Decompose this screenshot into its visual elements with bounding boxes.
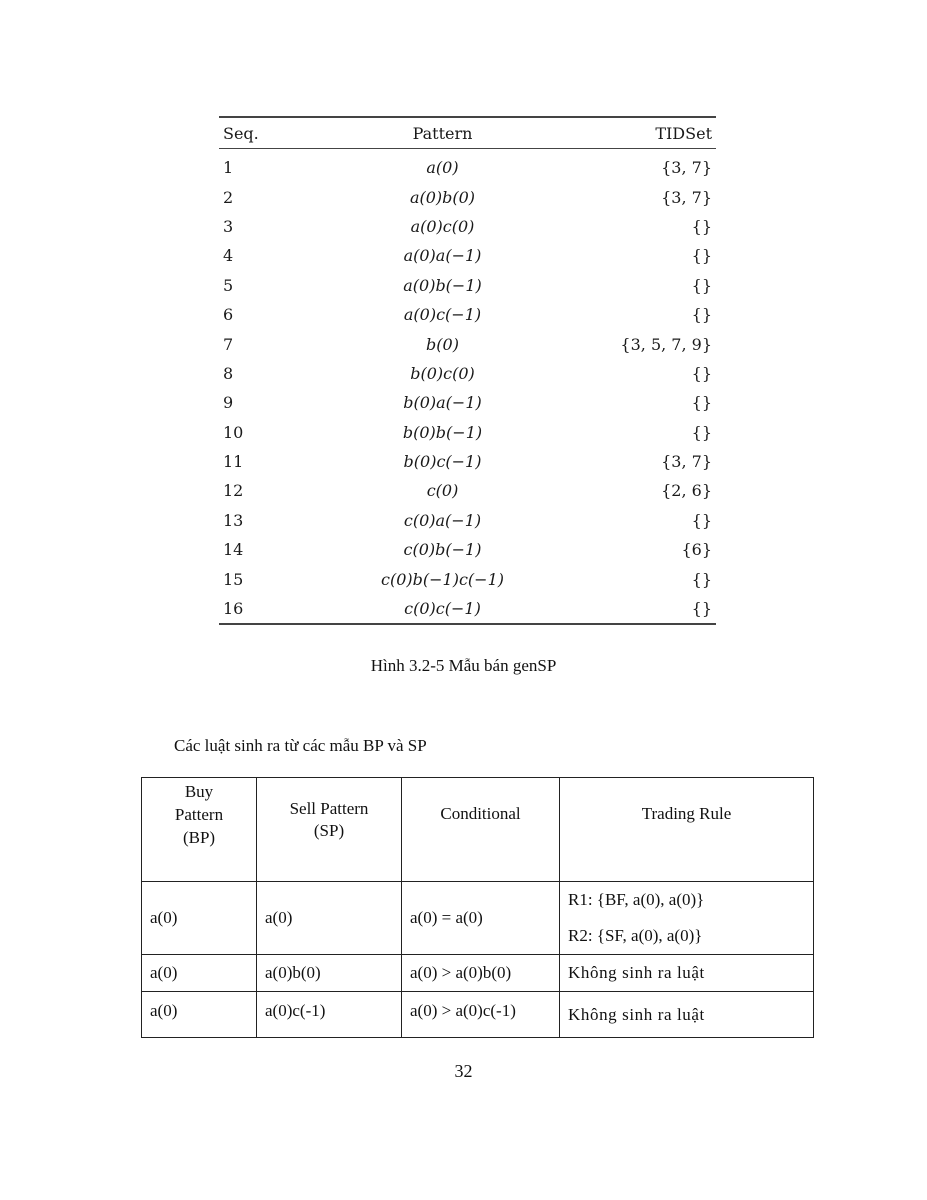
pattern-cell: c(0)b(−1)c(−1): [381, 569, 504, 589]
seq-cell: 8: [223, 363, 234, 383]
pattern-cell: a(0)b(0): [409, 187, 476, 207]
table-row: [219, 506, 716, 535]
tidset-cell: {}: [691, 305, 712, 325]
table-row: [219, 594, 716, 624]
table-row: [219, 476, 716, 505]
pattern-cell: a(0): [426, 158, 459, 178]
header-seq: Seq.: [219, 117, 287, 149]
pattern-cell: a(0)c(−1): [403, 305, 482, 325]
pattern-cell: a(0)a(−1): [403, 246, 482, 266]
tidset-cell: {}: [691, 363, 712, 383]
pattern-tidset-table: [219, 116, 716, 625]
pattern-cell: c(0): [426, 481, 459, 501]
rule-cell: [560, 882, 814, 955]
tidset-cell: {3, 7}: [661, 187, 712, 207]
seq-cell: 2: [223, 187, 234, 207]
pattern-cell: b(0)c(−1): [403, 452, 482, 472]
tidset-cell: {}: [691, 275, 712, 295]
table-row: [219, 271, 716, 300]
tidset-cell: {3, 7}: [661, 158, 712, 178]
seq-cell: 10: [223, 422, 244, 442]
cond-cell: a(0) = a(0): [402, 882, 560, 955]
seq-cell: 9: [223, 393, 234, 413]
tidset-cell: {6}: [681, 540, 712, 560]
tidset-cell: {3, 5, 7, 9}: [620, 334, 712, 354]
pattern-cell: a(0)c(0): [410, 216, 475, 236]
seq-cell: 11: [223, 452, 244, 472]
tidset-cell: {}: [691, 393, 712, 413]
tidset-cell: {3, 7}: [661, 452, 712, 472]
pattern-cell: c(0)c(−1): [404, 599, 481, 619]
cond-cell: a(0) > a(0)b(0): [402, 955, 560, 992]
table-row: [219, 418, 716, 447]
table-row: [142, 882, 814, 955]
seq-cell: 6: [223, 305, 234, 325]
header-trading-rule: Trading Rule: [560, 778, 814, 882]
table-row: [219, 149, 716, 183]
rule-cell: Không sinh ra luật: [560, 992, 814, 1038]
pattern-cell: c(0)b(−1): [403, 540, 482, 560]
seq-cell: 4: [223, 246, 234, 266]
table-row: [219, 329, 716, 358]
table-row: [219, 359, 716, 388]
rule-cell: Không sinh ra luật: [560, 955, 814, 992]
page-number: 32: [454, 1061, 473, 1081]
header-tidset: TIDSet: [598, 117, 716, 149]
pattern-cell: b(0)a(−1): [403, 393, 482, 413]
pattern-cell: b(0): [426, 334, 459, 354]
cond-cell: a(0) > a(0)c(-1): [402, 992, 560, 1038]
seq-cell: 13: [223, 510, 244, 530]
header-conditional: Conditional: [402, 778, 560, 882]
sp-cell: a(0): [257, 882, 402, 955]
sp-cell: a(0)b(0): [257, 955, 402, 992]
table-row: [142, 992, 814, 1038]
pattern-cell: c(0)a(−1): [403, 510, 482, 530]
bp-cell: a(0): [142, 955, 257, 992]
seq-cell: 5: [223, 275, 234, 295]
header-buy-line2: Pattern: [174, 805, 224, 824]
tidset-cell: {}: [691, 246, 712, 266]
table-row: [219, 388, 716, 417]
sp-cell: a(0)c(-1): [257, 992, 402, 1038]
tidset-cell: {2, 6}: [661, 481, 712, 501]
header-sell-line1: Sell Pattern: [289, 799, 369, 818]
header-buy-line3: (BP): [182, 828, 216, 847]
pattern-cell: b(0)b(−1): [402, 422, 483, 442]
tidset-cell: {}: [691, 422, 712, 442]
tidset-cell: {}: [691, 216, 712, 236]
rule-r1: R1: {BF, a(0), a(0)}: [568, 890, 705, 909]
table-row: [219, 182, 716, 211]
table-row: [219, 300, 716, 329]
seq-cell: 15: [223, 569, 244, 589]
table-row: [219, 564, 716, 593]
rule-r2: R2: {SF, a(0), a(0)}: [568, 926, 703, 945]
seq-cell: 3: [223, 216, 234, 236]
table-row: [219, 535, 716, 564]
table-row: [142, 955, 814, 992]
seq-cell: 7: [223, 334, 234, 354]
table-header-row: [219, 117, 716, 149]
table-row: [219, 212, 716, 241]
tidset-cell: {}: [691, 569, 712, 589]
pattern-cell: a(0)b(−1): [403, 275, 482, 295]
seq-cell: 1: [223, 158, 234, 178]
seq-cell: 14: [223, 540, 244, 560]
tidset-cell: {}: [691, 510, 712, 530]
figure-caption: Hình 3.2-5 Mẫu bán genSP: [370, 656, 557, 675]
intro-paragraph: Các luật sinh ra từ các mẫu BP và SP: [174, 736, 427, 755]
bp-cell: a(0): [142, 882, 257, 955]
header-buy-pattern: [142, 778, 257, 882]
table-row: [219, 241, 716, 270]
table-row: [219, 447, 716, 476]
trading-rules-table: [141, 777, 814, 1038]
header-sell-pattern: [257, 778, 402, 882]
bp-cell: a(0): [142, 992, 257, 1038]
seq-cell: 12: [223, 481, 244, 501]
seq-cell: 16: [223, 599, 244, 619]
pattern-cell: b(0)c(0): [410, 363, 475, 383]
header-pattern: Pattern: [287, 117, 598, 149]
header-sell-line2: (SP): [313, 821, 345, 840]
header-buy-line1: Buy: [184, 782, 214, 801]
rules-header-row: [142, 778, 814, 882]
tidset-cell: {}: [691, 599, 712, 619]
